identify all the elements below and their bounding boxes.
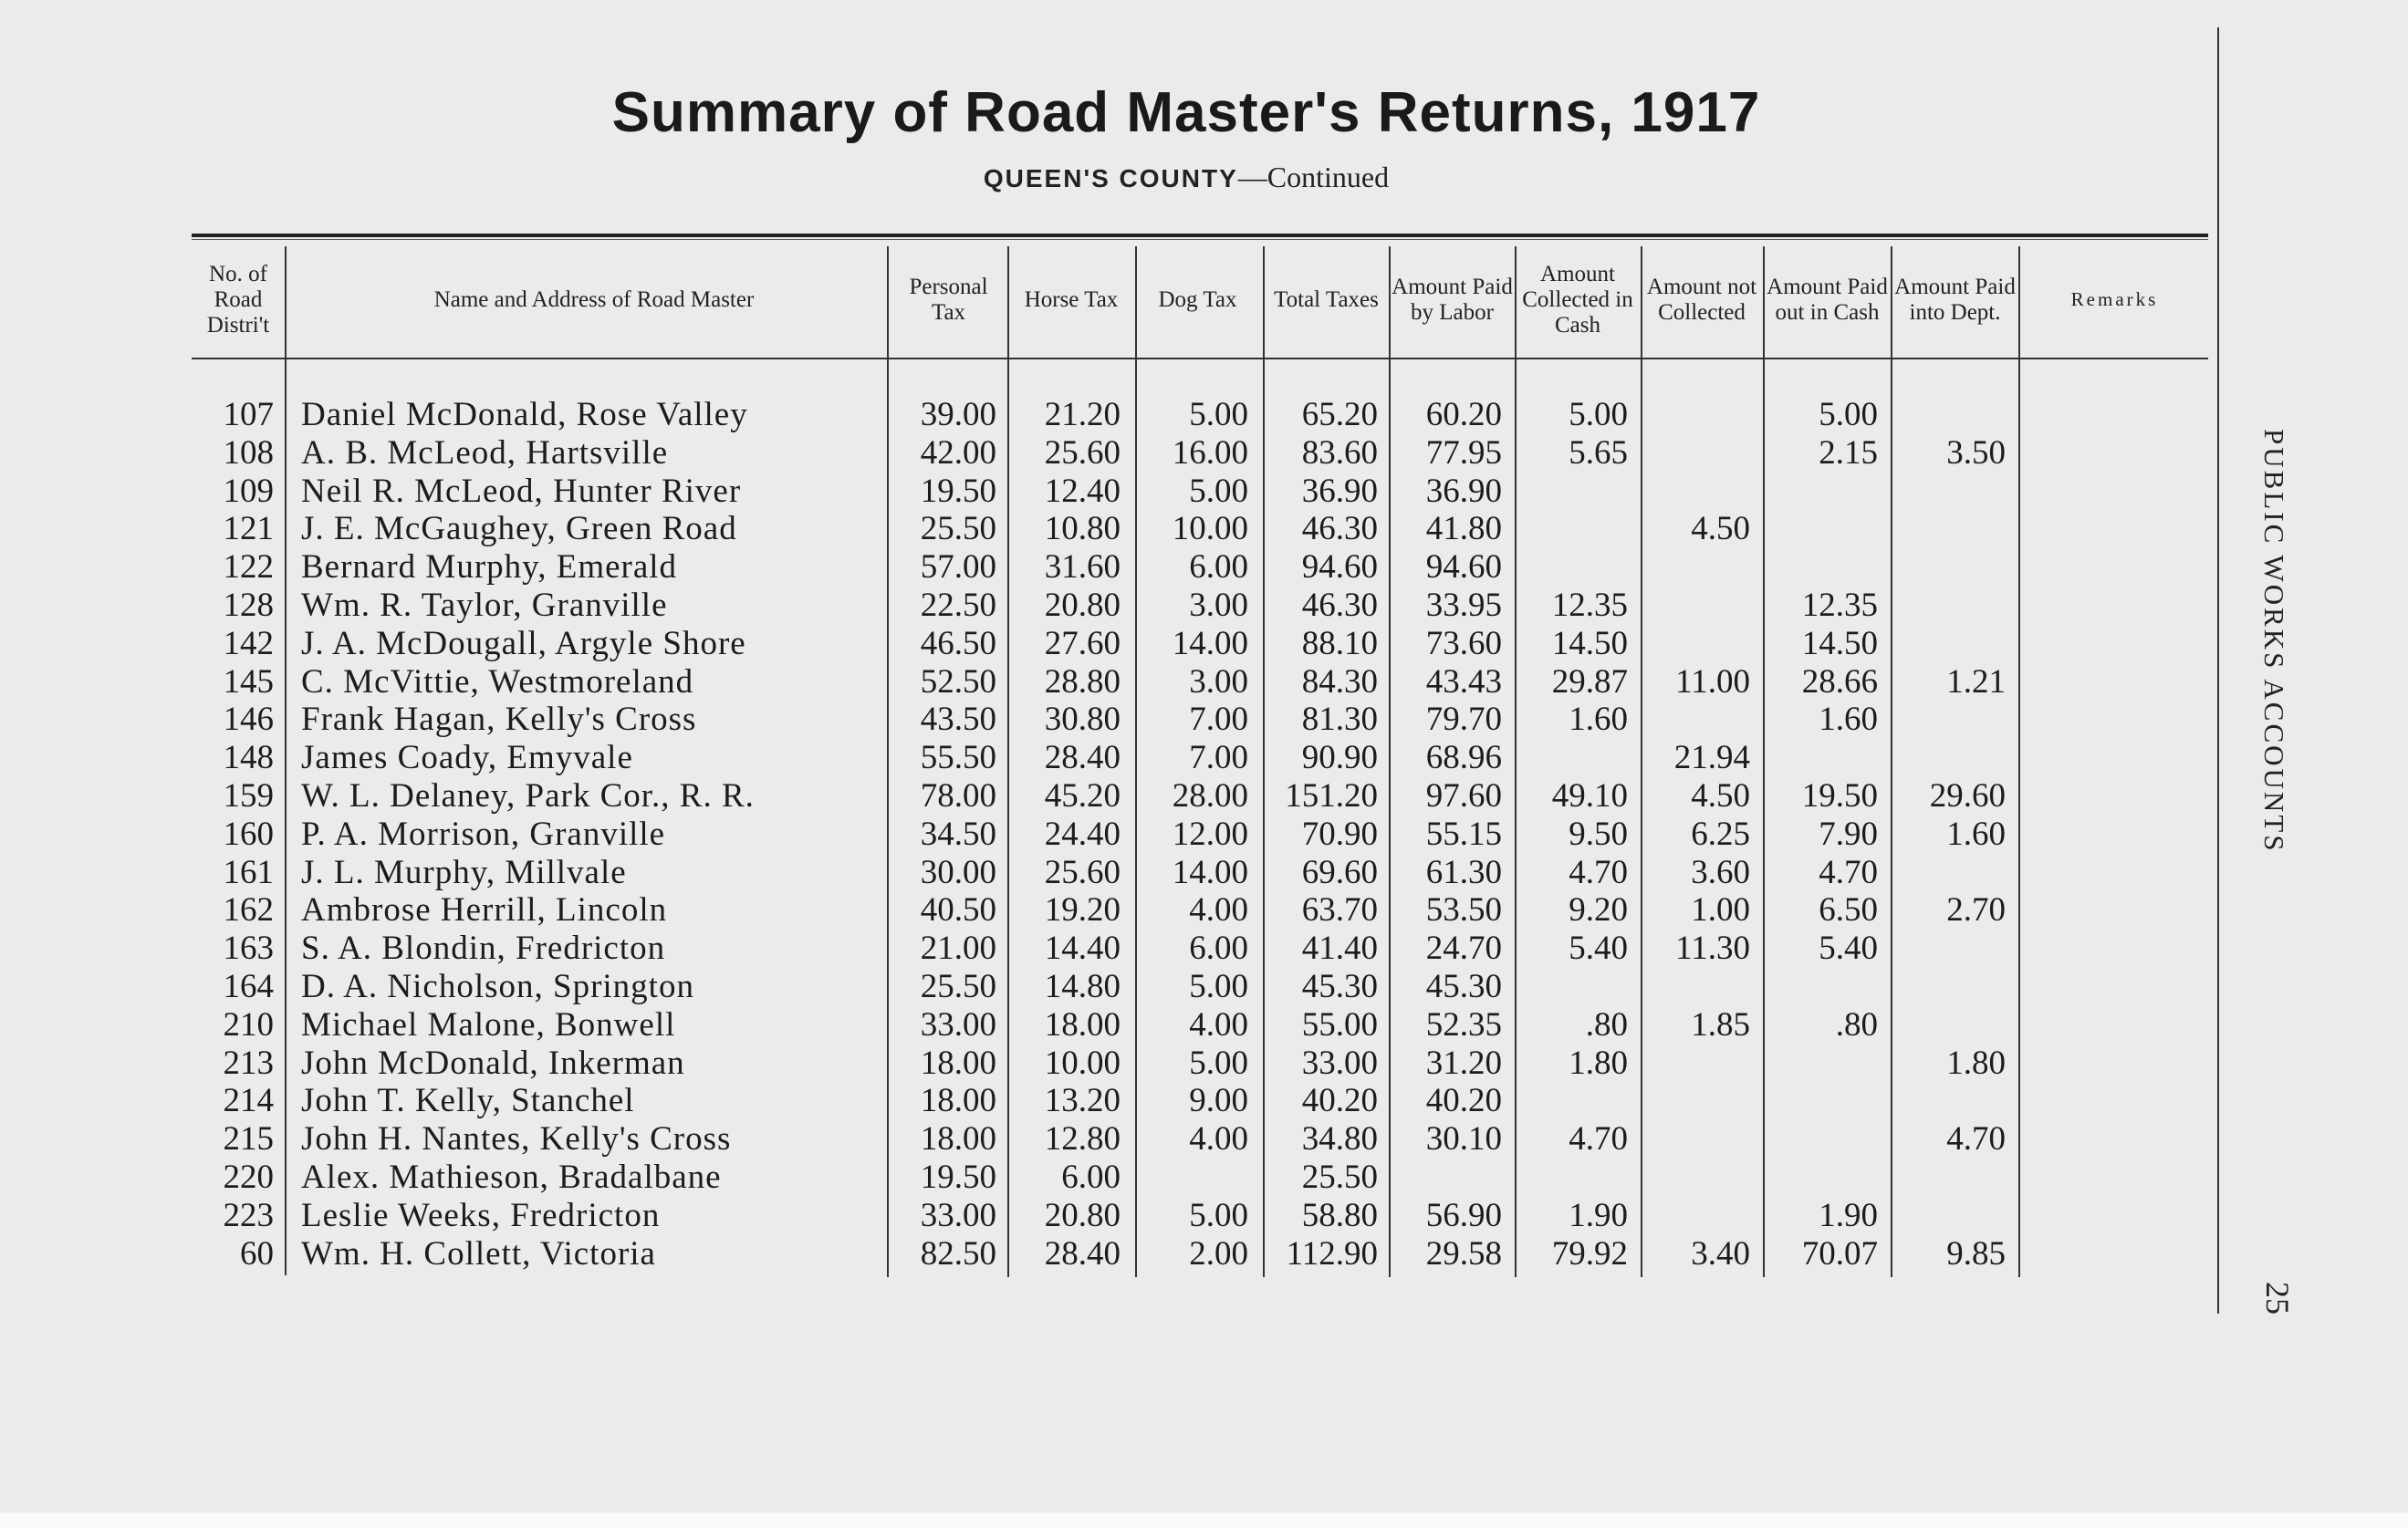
cell-total: 63.70 (1301, 891, 1378, 930)
cell-cash (1517, 510, 1628, 548)
table-row (0, 1120, 2099, 1159)
cell-district: 161 (223, 853, 274, 891)
cell-dog: 4.00 (1189, 891, 1248, 930)
cell-total: 84.30 (1301, 662, 1378, 701)
cell-horse: 45.20 (1044, 777, 1121, 815)
cell-name: J. L. Murphy, Millvale (301, 853, 627, 891)
cell-total: 69.60 (1301, 853, 1378, 891)
column-header-total: Total Taxes (1274, 287, 1379, 312)
cell-dog: 5.00 (1189, 472, 1248, 510)
cell-dept (1893, 396, 2006, 434)
cell-horse: 10.00 (1044, 1044, 1121, 1082)
cell-dog: 3.00 (1189, 662, 1248, 701)
cell-cash: 5.00 (1569, 396, 1628, 433)
cell-labor: 53.50 (1425, 891, 1502, 930)
cell-horse: 14.40 (1044, 930, 1121, 968)
cell-horse: 24.40 (1044, 815, 1121, 853)
cell-labor: 55.15 (1425, 815, 1502, 853)
cell-personal: 25.50 (920, 510, 996, 548)
cell-name: John T. Kelly, Stanchel (301, 1082, 635, 1120)
cell-cash: 5.40 (1569, 930, 1628, 968)
cell-labor (1392, 1159, 1502, 1197)
cell-labor: 43.43 (1425, 662, 1502, 701)
cell-paidout: 5.00 (1819, 396, 1878, 433)
cell-labor: 31.20 (1425, 1044, 1502, 1082)
cell-cash: 5.65 (1569, 433, 1628, 472)
cell-dog: 7.00 (1189, 701, 1248, 739)
cell-labor: 97.60 (1425, 777, 1502, 815)
column-header-notcollected: Amount not Collected (1646, 275, 1757, 325)
cell-dept: 9.85 (1946, 1234, 2006, 1273)
cell-notcollected (1642, 1197, 1750, 1235)
cell-paidout: 2.15 (1819, 433, 1878, 472)
cell-horse: 20.80 (1044, 1196, 1121, 1234)
page-subtitle (566, 161, 1807, 194)
cell-notcollected: 1.85 (1691, 1005, 1750, 1044)
cell-labor: 60.20 (1425, 396, 1502, 433)
page-title: Summary of Road Master's Returns, 1917 (611, 81, 1761, 144)
cell-notcollected (1642, 1045, 1750, 1083)
cell-paidout (1766, 1159, 1878, 1197)
subtitle-suffix: —Continued (1237, 161, 1390, 193)
cell-horse: 20.80 (1044, 587, 1121, 624)
cell-horse: 12.80 (1044, 1120, 1121, 1159)
table-row (0, 473, 2099, 511)
cell-dog: 5.00 (1189, 968, 1248, 1005)
cell-labor: 94.60 (1425, 548, 1502, 587)
cell-district: 164 (223, 968, 274, 1005)
table-row (0, 854, 2099, 892)
cell-district: 148 (223, 739, 274, 777)
cell-notcollected (1642, 587, 1750, 625)
table-row (0, 1006, 2099, 1045)
cell-total: 90.90 (1301, 739, 1378, 777)
cell-horse: 25.60 (1044, 433, 1121, 472)
cell-labor: 36.90 (1425, 472, 1502, 510)
cell-notcollected: 11.00 (1675, 662, 1750, 701)
cell-labor: 29.58 (1425, 1234, 1502, 1273)
cell-dept (1893, 1006, 2006, 1045)
cell-name: W. L. Delaney, Park Cor., R. R. (301, 777, 755, 815)
cell-name: Leslie Weeks, Fredricton (301, 1196, 661, 1234)
cell-notcollected (1642, 396, 1750, 434)
side-running-head: PUBLIC WORKS ACCOUNTS (2258, 429, 2290, 854)
cell-name: John McDonald, Inkerman (301, 1044, 685, 1082)
cell-cash: 1.60 (1569, 701, 1628, 739)
cell-personal: 18.00 (920, 1082, 996, 1120)
cell-notcollected: 11.30 (1675, 930, 1750, 968)
cell-personal: 40.50 (920, 891, 996, 930)
cell-paidout: 1.60 (1819, 701, 1878, 739)
cell-notcollected: 3.40 (1691, 1234, 1750, 1273)
cell-district: 163 (223, 930, 274, 968)
cell-labor: 33.95 (1425, 587, 1502, 624)
cell-dog: 3.00 (1189, 587, 1248, 624)
cell-dept (1893, 625, 2006, 663)
cell-district: 160 (223, 815, 274, 853)
cell-cash: 14.50 (1551, 624, 1628, 662)
cell-dept (1893, 587, 2006, 625)
cell-paidout: .80 (1835, 1005, 1878, 1044)
cell-district: 121 (223, 510, 274, 548)
cell-district: 210 (223, 1005, 274, 1044)
cell-horse: 28.40 (1044, 739, 1121, 777)
cell-cash (1517, 739, 1628, 777)
cell-cash (1517, 473, 1628, 511)
table-row (0, 663, 2099, 702)
cell-total: 151.20 (1285, 777, 1378, 815)
cell-total: 81.30 (1301, 701, 1378, 739)
cell-dog: 6.00 (1189, 548, 1248, 587)
cell-personal: 33.00 (920, 1196, 996, 1234)
cell-dog: 14.00 (1172, 624, 1248, 662)
table-row (0, 1197, 2099, 1235)
cell-labor: 79.70 (1425, 701, 1502, 739)
cell-district: 213 (223, 1044, 274, 1082)
cell-notcollected: 3.60 (1691, 853, 1750, 891)
cell-total: 46.30 (1301, 587, 1378, 624)
page-edge (0, 1512, 2408, 1528)
page-number: 25 (2259, 1282, 2296, 1315)
cell-horse: 31.60 (1044, 548, 1121, 587)
cell-total: 70.90 (1301, 815, 1378, 853)
cell-dept (1893, 1159, 2006, 1197)
column-header-labor: Amount Paid by Labor (1392, 275, 1513, 325)
cell-district: 215 (223, 1120, 274, 1159)
column-header-remarks: Remarks (2070, 288, 2159, 311)
cell-name: C. McVittie, Westmoreland (301, 662, 694, 701)
cell-horse: 27.60 (1044, 624, 1121, 662)
cell-dog: 6.00 (1189, 930, 1248, 968)
cell-district: 122 (223, 548, 274, 587)
cell-personal: 21.00 (920, 930, 996, 968)
column-header-cash: Amount Collected in Cash (1522, 262, 1633, 338)
cell-horse: 6.00 (1061, 1159, 1121, 1196)
cell-notcollected (1642, 548, 1750, 587)
cell-dog: 10.00 (1172, 510, 1248, 548)
table-row (0, 1082, 2099, 1120)
cell-personal: 33.00 (920, 1005, 996, 1044)
cell-horse: 12.40 (1044, 472, 1121, 510)
cell-notcollected (1642, 473, 1750, 511)
cell-labor: 24.70 (1425, 930, 1502, 968)
cell-notcollected: 21.94 (1673, 739, 1750, 777)
cell-dept (1893, 1197, 2006, 1235)
cell-notcollected (1642, 625, 1750, 663)
header-bottom-rule (192, 358, 2208, 359)
cell-name: Wm. R. Taylor, Granville (301, 587, 668, 624)
column-header-dept: Amount Paid into Dept. (1894, 275, 2016, 325)
cell-labor: 73.60 (1425, 624, 1502, 662)
cell-personal: 57.00 (920, 548, 996, 587)
cell-cash: 9.20 (1569, 891, 1628, 930)
cell-dog: 9.00 (1189, 1082, 1248, 1120)
table-row (0, 1235, 2099, 1273)
cell-horse: 19.20 (1044, 891, 1121, 930)
cell-dept (1893, 510, 2006, 548)
cell-horse: 14.80 (1044, 968, 1121, 1005)
cell-cash (1517, 1082, 1628, 1120)
table-row (0, 739, 2099, 777)
cell-name: S. A. Blondin, Fredricton (301, 930, 666, 968)
cell-personal: 30.00 (920, 853, 996, 891)
cell-district: 159 (223, 777, 274, 815)
cell-total: 40.20 (1301, 1082, 1378, 1120)
cell-name: J. E. McGaughey, Green Road (301, 510, 737, 548)
cell-personal: 19.50 (920, 1159, 996, 1196)
cell-district: 146 (223, 701, 274, 739)
table-row (0, 930, 2099, 968)
cell-personal: 52.50 (920, 662, 996, 701)
cell-district: 109 (223, 472, 274, 510)
table-row (0, 1159, 2099, 1197)
cell-total: 83.60 (1301, 433, 1378, 472)
cell-cash (1517, 968, 1628, 1006)
cell-notcollected (1642, 1159, 1750, 1197)
cell-name: Bernard Murphy, Emerald (301, 548, 678, 587)
cell-labor: 45.30 (1425, 968, 1502, 1005)
cell-paidout: 4.70 (1819, 853, 1878, 891)
cell-district: 220 (223, 1159, 274, 1196)
county-name: QUEEN'S COUNTY (983, 164, 1238, 192)
cell-total: 88.10 (1301, 624, 1378, 662)
cell-personal: 78.00 (920, 777, 996, 815)
cell-labor: 30.10 (1425, 1120, 1502, 1159)
cell-dog (1136, 1159, 1248, 1197)
cell-personal: 43.50 (920, 701, 996, 739)
cell-district: 108 (223, 433, 274, 472)
cell-horse: 25.60 (1044, 853, 1121, 891)
cell-name: P. A. Morrison, Granville (301, 815, 666, 853)
cell-dept (1893, 701, 2006, 739)
cell-name: Frank Hagan, Kelly's Cross (301, 701, 697, 739)
cell-notcollected: 4.50 (1691, 777, 1750, 815)
cell-dog: 12.00 (1172, 815, 1248, 853)
cell-personal: 18.00 (920, 1044, 996, 1082)
cell-total: 94.60 (1301, 548, 1378, 587)
cell-cash: 9.50 (1569, 815, 1628, 853)
cell-dog: 16.00 (1172, 433, 1248, 472)
cell-name: Neil R. McLeod, Hunter River (301, 472, 742, 510)
cell-cash: 1.80 (1569, 1044, 1628, 1082)
table-row (0, 396, 2099, 434)
cell-labor: 61.30 (1425, 853, 1502, 891)
table-row (0, 816, 2099, 854)
cell-district: 128 (223, 587, 274, 624)
table-row (0, 701, 2099, 739)
cell-dept: 2.70 (1946, 891, 2006, 930)
cell-horse: 10.80 (1044, 510, 1121, 548)
cell-dept: 1.21 (1946, 662, 2006, 701)
cell-paidout (1766, 1082, 1878, 1120)
cell-labor: 41.80 (1425, 510, 1502, 548)
cell-paidout (1766, 510, 1878, 548)
cell-total: 34.80 (1301, 1120, 1378, 1159)
cell-dept (1893, 1082, 2006, 1120)
cell-dept: 1.60 (1946, 815, 2006, 853)
cell-dog: 5.00 (1189, 396, 1248, 433)
table-row (0, 968, 2099, 1006)
table-row (0, 587, 2099, 625)
column-header-personal: Personal Tax (909, 275, 988, 325)
cell-labor: 40.20 (1425, 1082, 1502, 1120)
cell-total: 58.80 (1301, 1196, 1378, 1234)
cell-dept (1893, 548, 2006, 587)
cell-notcollected: 1.00 (1691, 891, 1750, 930)
cell-horse: 13.20 (1044, 1082, 1121, 1120)
cell-dept (1893, 930, 2006, 968)
cell-notcollected (1642, 1082, 1750, 1120)
cell-dog: 28.00 (1172, 777, 1248, 815)
cell-name: Daniel McDonald, Rose Valley (301, 396, 748, 433)
cell-personal: 82.50 (920, 1234, 996, 1273)
cell-labor: 68.96 (1425, 739, 1502, 777)
cell-name: A. B. McLeod, Hartsville (301, 433, 669, 472)
cell-personal: 46.50 (920, 624, 996, 662)
cell-name: J. A. McDougall, Argyle Shore (301, 624, 746, 662)
cell-personal: 25.50 (920, 968, 996, 1005)
column-header-district: No. of Road Distri't (206, 262, 270, 338)
cell-personal: 19.50 (920, 472, 996, 510)
cell-dept: 3.50 (1946, 433, 2006, 472)
table-row (0, 891, 2099, 930)
cell-notcollected (1642, 434, 1750, 473)
cell-paidout (1766, 548, 1878, 587)
cell-total: 41.40 (1301, 930, 1378, 968)
column-header-dog: Dog Tax (1158, 287, 1237, 312)
cell-personal: 22.50 (920, 587, 996, 624)
cell-horse: 28.40 (1044, 1234, 1121, 1273)
cell-dept (1893, 739, 2006, 777)
cell-labor: 56.90 (1425, 1196, 1502, 1234)
cell-horse: 21.20 (1044, 396, 1121, 433)
cell-paidout: 1.90 (1819, 1196, 1878, 1234)
cell-total: 36.90 (1301, 472, 1378, 510)
column-header-name: Name and Address of Road Master (433, 287, 755, 312)
cell-cash (1517, 548, 1628, 587)
table-row (0, 777, 2099, 816)
cell-paidout (1766, 473, 1878, 511)
cell-dog: 7.00 (1189, 739, 1248, 777)
cell-cash: 29.87 (1551, 662, 1628, 701)
cell-cash: 49.10 (1551, 777, 1628, 815)
cell-notcollected: 6.25 (1691, 815, 1750, 853)
cell-paidout: 14.50 (1801, 624, 1878, 662)
cell-horse: 30.80 (1044, 701, 1121, 739)
cell-cash (1517, 1159, 1628, 1197)
cell-name: Michael Malone, Bonwell (301, 1005, 676, 1044)
cell-labor: 77.95 (1425, 433, 1502, 472)
cell-paidout: 19.50 (1801, 777, 1878, 815)
top-rule-thin (192, 239, 2208, 240)
cell-dept: 29.60 (1929, 777, 2006, 815)
cell-personal: 55.50 (920, 739, 996, 777)
cell-dept (1893, 854, 2006, 892)
cell-personal: 39.00 (920, 396, 996, 433)
cell-paidout: 70.07 (1801, 1234, 1878, 1273)
table-row (0, 1045, 2099, 1083)
cell-notcollected (1642, 1120, 1750, 1159)
cell-name: Alex. Mathieson, Bradalbane (301, 1159, 722, 1196)
table-row (0, 548, 2099, 587)
cell-paidout: 6.50 (1819, 891, 1878, 930)
cell-name: Ambrose Herrill, Lincoln (301, 891, 668, 930)
cell-district: 107 (223, 396, 274, 433)
cell-name: James Coady, Emyvale (301, 739, 633, 777)
cell-district: 142 (223, 624, 274, 662)
cell-dog: 4.00 (1189, 1005, 1248, 1044)
cell-dept (1893, 473, 2006, 511)
cell-paidout: 5.40 (1819, 930, 1878, 968)
cell-cash: 79.92 (1551, 1234, 1628, 1273)
table-row (0, 434, 2099, 473)
cell-dept (1893, 968, 2006, 1006)
cell-total: 55.00 (1301, 1005, 1378, 1044)
cell-cash: .80 (1585, 1005, 1628, 1044)
cell-horse: 28.80 (1044, 662, 1121, 701)
cell-paidout: 28.66 (1801, 662, 1878, 701)
cell-paidout (1766, 968, 1878, 1006)
cell-name: Wm. H. Collett, Victoria (301, 1234, 656, 1273)
cell-horse: 18.00 (1044, 1005, 1121, 1044)
cell-total: 25.50 (1301, 1159, 1378, 1196)
cell-district: 145 (223, 662, 274, 701)
cell-notcollected (1642, 701, 1750, 739)
column-header-horse: Horse Tax (1024, 287, 1119, 312)
cell-paidout (1766, 739, 1878, 777)
cell-district: 214 (223, 1082, 274, 1120)
cell-cash: 4.70 (1569, 1120, 1628, 1159)
cell-dog: 4.00 (1189, 1120, 1248, 1159)
cell-total: 112.90 (1286, 1234, 1378, 1273)
column-header-paidout: Amount Paid out in Cash (1767, 275, 1888, 325)
cell-personal: 34.50 (920, 815, 996, 853)
cell-name: John H. Nantes, Kelly's Cross (301, 1120, 732, 1159)
cell-dept: 1.80 (1946, 1044, 2006, 1082)
top-rule (192, 234, 2208, 237)
cell-dog: 5.00 (1189, 1196, 1248, 1234)
cell-notcollected: 4.50 (1691, 510, 1750, 548)
cell-paidout: 7.90 (1819, 815, 1878, 853)
cell-paidout (1766, 1045, 1878, 1083)
cell-name: D. A. Nicholson, Springton (301, 968, 694, 1005)
right-margin-rule (2217, 27, 2219, 1314)
cell-dog: 14.00 (1172, 853, 1248, 891)
cell-dept: 4.70 (1946, 1120, 2006, 1159)
table-row (0, 625, 2099, 663)
cell-district: 60 (240, 1234, 274, 1273)
cell-cash: 12.35 (1551, 587, 1628, 624)
cell-paidout (1766, 1120, 1878, 1159)
cell-total: 65.20 (1301, 396, 1378, 433)
cell-cash: 1.90 (1569, 1196, 1628, 1234)
cell-personal: 18.00 (920, 1120, 996, 1159)
cell-notcollected (1642, 968, 1750, 1006)
cell-total: 45.30 (1301, 968, 1378, 1005)
cell-paidout: 12.35 (1801, 587, 1878, 624)
cell-district: 162 (223, 891, 274, 930)
cell-dog: 2.00 (1189, 1234, 1248, 1273)
cell-total: 46.30 (1301, 510, 1378, 548)
cell-cash: 4.70 (1569, 853, 1628, 891)
cell-total: 33.00 (1301, 1044, 1378, 1082)
cell-district: 223 (223, 1196, 274, 1234)
cell-labor: 52.35 (1425, 1005, 1502, 1044)
cell-personal: 42.00 (920, 433, 996, 472)
table-row (0, 510, 2099, 548)
cell-dog: 5.00 (1189, 1044, 1248, 1082)
